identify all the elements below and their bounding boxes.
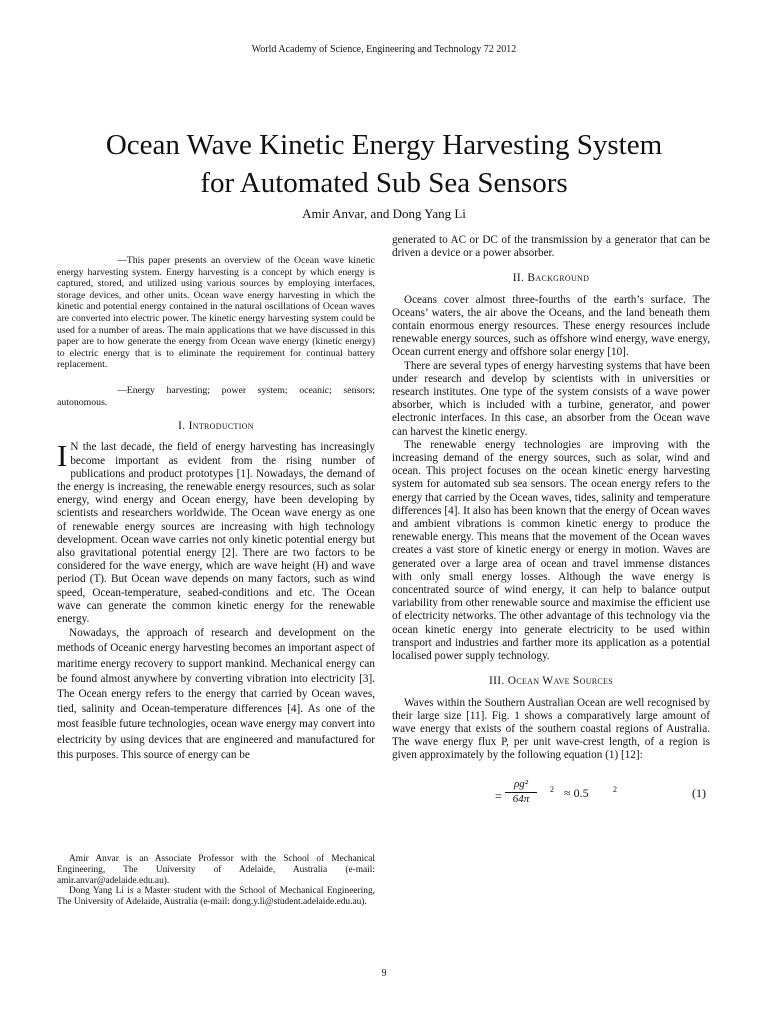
- intro-paragraph-2: Nowadays, the approach of research and development on the methods of Oceanic energy harvesting becomes an important aspect of maritime energy recovery to support mankind. Mechanical energy can be found almost anywhere by converting vibration into electricity [3]. The Ocean energy refers to the energy that carried by Ocean waves, tied, salinity and Ocean-temperature differences [4]. As one of the most feasible future technologies, ocean wave energy may convert into electricity by using devices that are engineered and manufactured for this purposes. This source of energy can be: [57, 627, 375, 761]
- title-line-2: for Automated Sub Sea Sensors: [200, 167, 568, 199]
- abstract: [57, 255, 375, 371]
- equation-denominator: 64π: [512, 792, 530, 805]
- background-paragraph-1: Oceans cover almost three-fourths of the earth’s surface. The Oceans’ waters, the air above the Oceans, and the land beneath them contain enormous energy resources. These energy resources include renewable energy sources, such as offshore wind energy, wave energy, Ocean current energy and offshore solar energy [10].: [392, 293, 710, 359]
- section-heading-ocean-wave-sources: III. Ocean Wave Sources: [489, 675, 613, 688]
- equation-1: [392, 775, 710, 815]
- footnote-2: Dong Yang Li is a Master student with the School of Mechanical Engineering, The University of Adelaide, Australia (e-mail: dong.y.li@student.adelaide.edu.au).: [57, 886, 375, 908]
- section-heading-background: II. Background: [512, 272, 590, 285]
- running-head: World Academy of Science, Engineering and Technology 72 2012: [251, 44, 517, 55]
- continued-paragraph: generated to AC or DC of the transmission by a generator that can be driven a device or a power absorber.: [392, 234, 710, 260]
- left-column: [57, 255, 375, 763]
- title-line-1: Ocean Wave Kinetic Energy Harvesting System: [105, 129, 663, 161]
- right-column: [392, 234, 710, 815]
- equation-superscript-1: 2: [550, 784, 554, 794]
- abstract-text: —This paper presents an overview of the Ocean wave kinetic energy harvesting system. Energy harvesting is a concept by which energy is captured, stored, and utilized using various sources by employing interfaces, storage devices, and other units. Ocean wave energy harvesting in which the kinetic and potential energy contained in the natural oscillations of Ocean waves are converted into electric power. The kinetic energy harvesting system could be used for a number of areas. The main applications that we have discussed in this paper are to how generate the energy from Ocean wave energy (kinetic energy) to electric energy that is to eliminate the requirement for continual battery replacement.: [57, 255, 375, 371]
- sources-paragraph-1: Waves within the Southern Australian Ocean are well recognised by their large size [11]. Fig. 1 shows a comparatively large amount of wave energy that exists of the southern coastal regions of Australia. The wave energy flux P, per unit wave-crest length, of a region is given approximately by the following equation (1) [12]:: [392, 696, 710, 762]
- keywords-text: —Energy harvesting; power system; oceanic; sensors; autonomous.: [57, 384, 375, 408]
- section-heading-introduction: I. Introduction: [178, 420, 254, 433]
- authors: Amir Anvar, and Dong Yang Li: [302, 206, 466, 221]
- equation-equals: =: [495, 788, 502, 803]
- intro-paragraph-1-text: N the last decade, the field of energy harvesting has increasingly become important as evident from the rising number of publications and product prototypes [1]. Nowadays, the demand of the energy is increasing, the renewable energy resources, such as solar energy, wind energy and Ocean energy, have been developing by scientists and researchers worldwide. The Ocean wave energy as one of renewable energy sources are increasing with high technology development. Ocean wave carries not only kinetic potential energy but also gravitational potential energy [2]. There are two factors to be considered for the wave energy, which are wave height (H) and wave period (T). But Ocean wave depends on many factors, such as wind speed, Ocean-temperature, seabed-conditions and etc. The Ocean wave can generate the common kinetic energy for the renewable energy.: [57, 441, 375, 625]
- footnote-1: Amir Anvar is an Associate Professor with the School of Mechanical Engineering, The University of Adelaide, Australia (e-mail: amir.anvar@adelaide.edu.au).: [57, 854, 375, 886]
- intro-paragraph-1: [57, 438, 375, 626]
- equation-number: (1): [692, 785, 706, 800]
- keywords: [57, 385, 375, 408]
- equation-superscript-2: 2: [613, 784, 617, 794]
- drop-cap: I: [57, 438, 68, 474]
- background-paragraph-3: The renewable energy technologies are improving with the increasing demand of the energy sources, such as solar, wind and ocean. This project focuses on the ocean kinetic energy harvesting system for automated sub sea sensors. The ocean energy refers to the energy that carried by the Ocean waves, tides, salinity and temperature differences [4]. It also has been known that the energy of Ocean waves and ambient vibrations is common kinetic energy to produce the renewable energy. This means that the movement of the Ocean waves creates a vast store of kinetic energy or energy in motion. Waves are generated over a large area of ocean and travel immense distances with only small energy losses. Although the wave energy is concentrated source of wind energy, it can help to balance output variability from other renewable source and maximise the efficient use of electricity networks. The other advantage of this technology via the ocean kinetic energy into generate electricity to be used within transport and industries and farther more its application as a potential localised power supply technology.: [392, 438, 710, 663]
- equation-approx: ≈ 0.5: [564, 785, 589, 800]
- page-number: 9: [381, 968, 387, 979]
- footnotes: [57, 854, 375, 908]
- paper-title: [40, 126, 728, 202]
- background-paragraph-2: There are several types of energy harvesting systems that have been under research and develop by scientists with in universities or research institutes. One type of the system consists of a wave power absorber, which is included with a turbine, generator, and power electronic interfaces. In this case, an absorber from the Ocean wave can harvest the kinetic energy.: [392, 359, 710, 438]
- equation-fraction: [505, 778, 537, 806]
- equation-numerator: ρg²: [505, 778, 537, 793]
